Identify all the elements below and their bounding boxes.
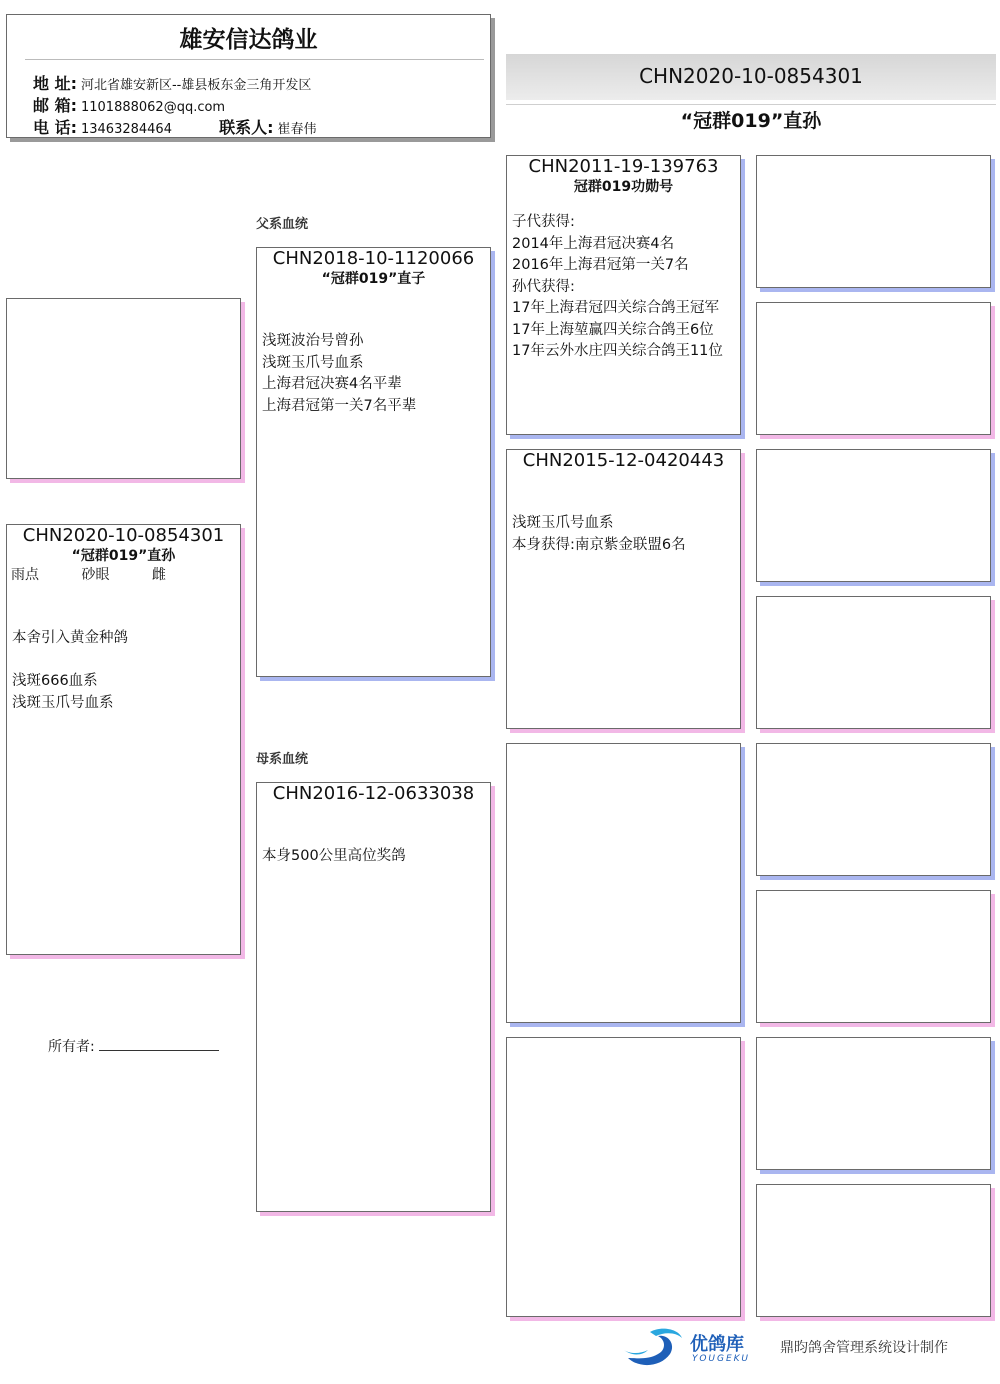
dam-card (256, 782, 491, 1212)
sire-card (256, 247, 491, 677)
email-value: 1101888062@qq.com (80, 100, 226, 115)
footer (620, 1322, 990, 1372)
sire-note: 浅斑波治号曾孙 (262, 333, 364, 349)
title-underline (506, 104, 996, 105)
sire-dam-ring-code: CHN2015-12-0420443 (522, 450, 725, 471)
owner-line (48, 1036, 219, 1056)
sire-note: 上海君冠第一关7名平辈 (262, 397, 417, 414)
contact-label: 联系人: (219, 118, 274, 137)
subject-trait-sex: 雌 (151, 567, 166, 583)
sire-sire-notes (507, 212, 740, 363)
phone-label: 电 话: (33, 118, 77, 137)
sire-sire-note: 17年上海堃赢四关综合鸽王6位 (512, 321, 714, 338)
sire-sire-note: 17年上海君冠四关综合鸽王冠军 (512, 300, 719, 316)
email-row (33, 93, 225, 115)
owner-label: 所有者: (48, 1039, 95, 1055)
loft-name: 雄安信达鸽业 (179, 27, 318, 53)
pigeon-photo-box (6, 298, 241, 479)
dam-sire-card (506, 743, 741, 1023)
sire-ring-code: CHN2018-10-1120066 (272, 248, 475, 269)
sire-note: 浅斑玉爪号血系 (262, 354, 364, 371)
dam-line-caption: 母系血统 (256, 752, 309, 767)
pedigree-title-bar (506, 54, 996, 100)
subject-trait-eye: 砂眼 (81, 567, 110, 583)
sire-sire-ring-code: CHN2011-19-139763 (528, 156, 719, 177)
sire-line-caption: 父系血统 (256, 217, 309, 232)
sire-dam-card (506, 449, 741, 729)
sire-dam-note: 本身获得:南京紫金联盟6名 (512, 536, 686, 553)
dam-notes (257, 846, 490, 868)
ancestor-card-7 (756, 1037, 991, 1170)
contact-value: 崔春伟 (277, 122, 317, 137)
sire-note: 上海君冠决赛4名平辈 (262, 376, 402, 392)
email-label: 邮 箱: (33, 96, 77, 115)
dam-dam-card (506, 1037, 741, 1317)
subject-nickname: “冠群019”直孙 (71, 548, 176, 564)
subject-trait-color: 雨点 (11, 567, 39, 583)
sire-sire-nickname: 冠群019功勋号 (573, 179, 674, 195)
brand-name: 优鸽库 (690, 1334, 744, 1355)
ancestor-card-3 (756, 449, 991, 582)
sire-sire-note: 2014年上海君冠决赛4名 (512, 235, 675, 252)
sire-sire-card (506, 155, 741, 435)
ancestor-card-2 (756, 302, 991, 435)
swirl-logo-icon (620, 1324, 686, 1370)
address-row (33, 71, 311, 93)
subject-ring-code: CHN2020-10-0854301 (22, 525, 225, 546)
subject-note: 本舍引入黄金种鸽 (12, 630, 128, 646)
sire-sire-note: 子代获得: (512, 214, 575, 230)
footer-credit: 鼎昀鸽舍管理系统设计制作 (780, 1340, 948, 1356)
sire-notes (257, 331, 490, 417)
subject-note-spacer (12, 650, 240, 672)
owner-blank (99, 1038, 219, 1051)
subject-card (6, 524, 241, 955)
sire-sire-note: 孙代获得: (512, 278, 575, 295)
sire-sire-note: 17年云外水庄四关综合鸽王11位 (512, 343, 723, 359)
dam-note: 本身500公里高位奖鸽 (262, 848, 406, 864)
sire-sire-note: 2016年上海君冠第一关7名 (512, 257, 689, 273)
phone-row (33, 115, 316, 137)
loft-info-card (6, 14, 491, 138)
subject-traits (7, 565, 240, 585)
brand-name-en: YOUGEKU (692, 1354, 751, 1364)
sire-dam-notes (507, 513, 740, 556)
ancestor-card-6 (756, 890, 991, 1023)
pedigree-ring-code: CHN2020-10-0854301 (639, 64, 863, 88)
address-label: 地 址: (33, 74, 77, 93)
dam-ring-code: CHN2016-12-0633038 (272, 783, 475, 804)
phone-value: 13463284464 (80, 122, 172, 137)
subject-notes (7, 628, 240, 714)
ancestor-card-5 (756, 743, 991, 876)
ancestor-card-8 (756, 1184, 991, 1317)
ancestor-card-1 (756, 155, 991, 288)
header-divider (25, 59, 484, 60)
pedigree-subtitle: “冠群019”直孙 (680, 110, 822, 132)
sire-dam-note: 浅斑玉爪号血系 (512, 515, 614, 531)
address-value: 河北省雄安新区--雄县板东金三角开发区 (80, 78, 312, 93)
ancestor-card-4 (756, 596, 991, 729)
sire-nickname: “冠群019”直子 (321, 271, 426, 287)
subject-note: 浅斑玉爪号血系 (12, 694, 114, 711)
subject-note: 浅斑666血系 (12, 673, 98, 689)
